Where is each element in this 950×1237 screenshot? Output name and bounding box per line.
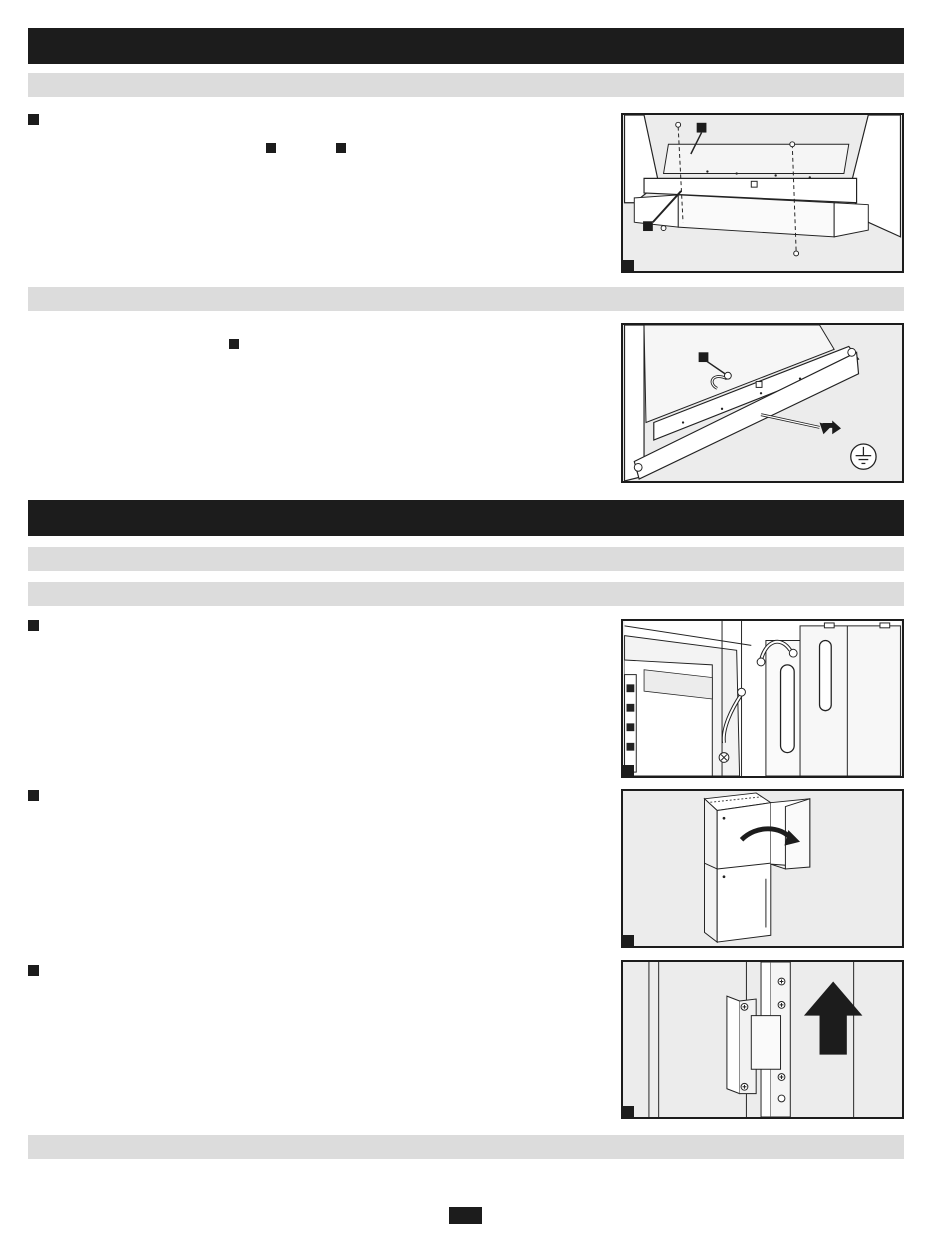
figure-open-door bbox=[621, 789, 904, 948]
door-ground-cables-icon bbox=[623, 621, 902, 776]
rack-base-screws-icon bbox=[623, 115, 902, 271]
step-marker bbox=[28, 114, 39, 125]
section-header-1 bbox=[28, 28, 904, 64]
section-header-2 bbox=[28, 500, 904, 536]
figure-ground-wire bbox=[621, 323, 904, 483]
subsection-header-2b bbox=[28, 582, 904, 606]
figure-base-plate-screws bbox=[621, 113, 904, 273]
ground-symbol-icon bbox=[851, 444, 876, 469]
rack-ground-wire-icon bbox=[623, 325, 902, 481]
figure-lift-hinge bbox=[621, 960, 904, 1119]
inline-callout-marker bbox=[336, 143, 346, 153]
figure-door-ground-cables bbox=[621, 619, 904, 778]
step-marker bbox=[28, 965, 39, 976]
step-marker bbox=[28, 790, 39, 801]
figure-corner-marker bbox=[623, 765, 634, 776]
subsection-header-2a bbox=[28, 547, 904, 571]
inline-callout-marker bbox=[266, 143, 276, 153]
subsection-header-1b bbox=[28, 287, 904, 311]
cabinet-open-door-icon bbox=[623, 791, 902, 946]
figure-corner-marker bbox=[623, 1106, 634, 1117]
subsection-header-1a bbox=[28, 73, 904, 97]
inline-callout-marker bbox=[229, 339, 239, 349]
subsection-header-2c bbox=[28, 1135, 904, 1159]
figure-corner-marker bbox=[623, 260, 634, 271]
page-number-tab bbox=[449, 1207, 482, 1224]
door-hinge-icon bbox=[623, 962, 902, 1117]
figure-corner-marker bbox=[623, 935, 634, 946]
step-marker bbox=[28, 620, 39, 631]
